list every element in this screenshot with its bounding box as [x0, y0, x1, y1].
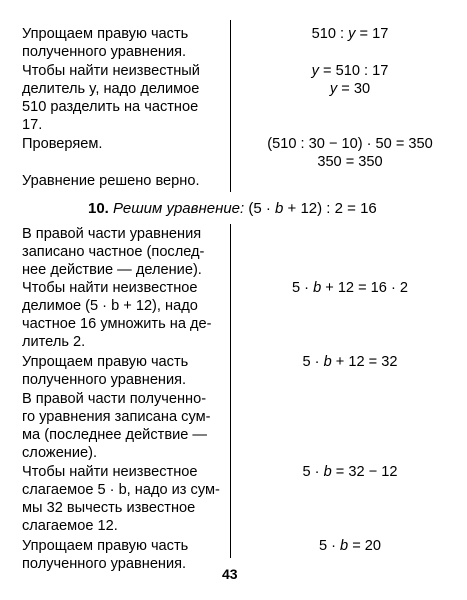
step-text-line: 17. [22, 117, 43, 133]
step-text-line: Уравнение решено верно. [22, 173, 200, 189]
step-text-line: 510 разделить на частное [22, 99, 199, 115]
step-text-line: Упрощаем правую часть [22, 26, 189, 42]
step-text-line: В правой части уравнения [22, 226, 202, 242]
step-text-line: полученного уравнения. [22, 556, 187, 572]
step-math-line: 5 · b + 12 = 16 · 2 [291, 280, 409, 296]
step-text-line: делимое (5 · b + 12), надо [22, 298, 198, 314]
step-text-line: го уравнения записана сум- [22, 409, 211, 425]
task-title: Решим уравнение: [113, 200, 245, 217]
step-text-line: сложение). [22, 445, 98, 461]
upper-block [0, 0, 467, 195]
upper-divider [230, 20, 231, 192]
step-text-line: нее действие — деление). [22, 262, 202, 278]
step-text-line: мы 32 вычесть известное [22, 500, 196, 516]
task-number: 10. [88, 200, 109, 217]
step-math-line: 5 · b = 32 − 12 [302, 464, 398, 480]
step-text-line: Чтобы найти неизвестное [22, 280, 198, 296]
step-text-line: Чтобы найти неизвестное [22, 464, 198, 480]
step-text-line: полученного уравнения. [22, 44, 187, 60]
step-text-line: Упрощаем правую часть [22, 538, 189, 554]
step-text-line: ма (последнее действие — [22, 427, 207, 443]
step-text-line: Упрощаем правую часть [22, 354, 189, 370]
step-math-line: 510 : y = 17 [311, 26, 389, 42]
step-text-line: полученного уравнения. [22, 372, 187, 388]
step-text-line: делитель y, надо делимое [22, 81, 200, 97]
step-math-line: y = 510 : 17 [311, 63, 389, 79]
step-math-line: 5 · b + 12 = 32 [302, 354, 398, 370]
step-text-line: Чтобы найти неизвестный [22, 63, 200, 79]
step-text-line: слагаемое 5 · b, надо из сум- [22, 482, 220, 498]
step-text-line: литель 2. [22, 334, 86, 350]
step-text-line: записано частное (послед- [22, 244, 205, 260]
step-math-line: (510 : 30 − 10) · 50 = 350 [267, 136, 433, 152]
step-math-line: y = 30 [329, 81, 371, 97]
lower-block [0, 220, 467, 570]
step-math-line: 5 · b = 20 [318, 538, 382, 554]
step-text-line: слагаемое 12. [22, 518, 118, 534]
task-equation: (5 · b + 12) : 2 = 16 [248, 200, 377, 217]
page-number: 43 [222, 566, 238, 582]
task-heading [88, 200, 377, 217]
step-text-line: частное 16 умножить на де- [22, 316, 212, 332]
lower-divider [230, 224, 231, 558]
step-math-line: 350 = 350 [317, 154, 383, 170]
step-text-line: Проверяем. [22, 136, 103, 152]
step-text-line: В правой части полученно- [22, 391, 207, 407]
